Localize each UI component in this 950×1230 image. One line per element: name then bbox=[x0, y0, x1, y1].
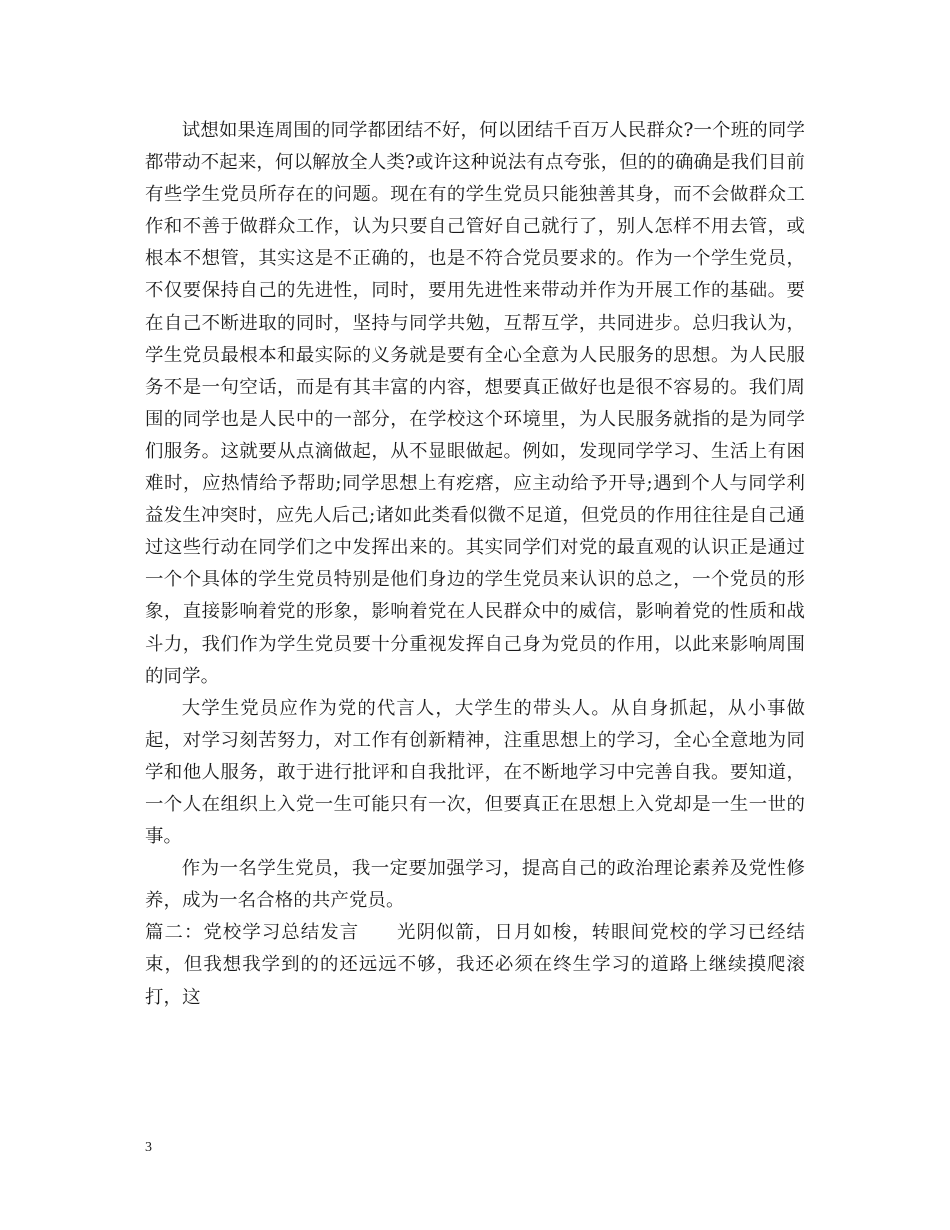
section-text: 光阴似箭，日月如梭，转眼间党校的学习已经结束，但我想我学到的的还远远不够，我还必须在终生学习的道路上继续摸爬滚打，这 bbox=[145, 922, 806, 1008]
paragraph-1: 试想如果连周围的同学都团结不好，何以团结千百万人民群众?一个班的同学都带动不起来，何以解放全人类?或许这种说法有点夸张，但的的确确是我们目前有些学生党员所存在的问题。现在有的学生党员只能独善其身，而不会做群众工作和不善于做群众工作，认为只要自己管好自己就行了，别人怎样不用去管，或根本不想管，其实这是不正确的，也是不符合党员要求的。作为一个学生党员，不仅要保持自己的先进性，同时，要用先进性来带动并作为开展工作的基础。要在自己不断进取的同时，坚持与同学共勉，互帮互学，共同进步。总归我认为，学生党员最根本和最实际的义务就是要有全心全意为人民服务的思想。为人民服务不是一句空话，而是有其丰富的内容，想要真正做好也是很不容易的。我们周围的同学也是人民中的一部分，在学校这个环境里，为人民服务就指的是为同学们服务。这就要从点滴做起，从不显眼做起。例如，发现同学学习、生活上有困难时，应热情给予帮助;同学思想上有疙瘩，应主动给予开导;遇到个人与同学利益发生冲突时，应先人后己;诸如此类看似微不足道，但党员的作用往往是自己通过这些行动在同学们之中发挥出来的。其实同学们对党的最直观的认识正是通过一个个具体的学生党员特别是他们身边的学生党员来认识的总之，一个党员的形象，直接影响着党的形象，影响着党在人民群众中的威信，影响着党的性质和战斗力，我们作为学生党员要十分重视发挥自己身为党员的作用，以此来影响周围的同学。 bbox=[145, 120, 805, 687]
section-paragraph bbox=[145, 917, 805, 1013]
page-number: 3 bbox=[145, 1140, 152, 1155]
section-heading: 篇二：党校学习总结发言 bbox=[145, 922, 360, 944]
document-body bbox=[145, 115, 805, 1014]
paragraph-2: 大学生党员应作为党的代言人，大学生的带头人。从自身抓起，从小事做起，对学习刻苦努力，对工作有创新精神，注重思想上的学习，全心全意地为同学和他人服务，敢于进行批评和自我批评，在不断地学习中完善自我。要知道，一个人在组织上入党一生可能只有一次，但要真正在思想上入党却是一生一世的事。 bbox=[145, 697, 805, 848]
paragraph-3: 作为一名学生党员，我一定要加强学习，提高自己的政治理论素养及党性修养，成为一名合格的共产党员。 bbox=[145, 858, 805, 912]
